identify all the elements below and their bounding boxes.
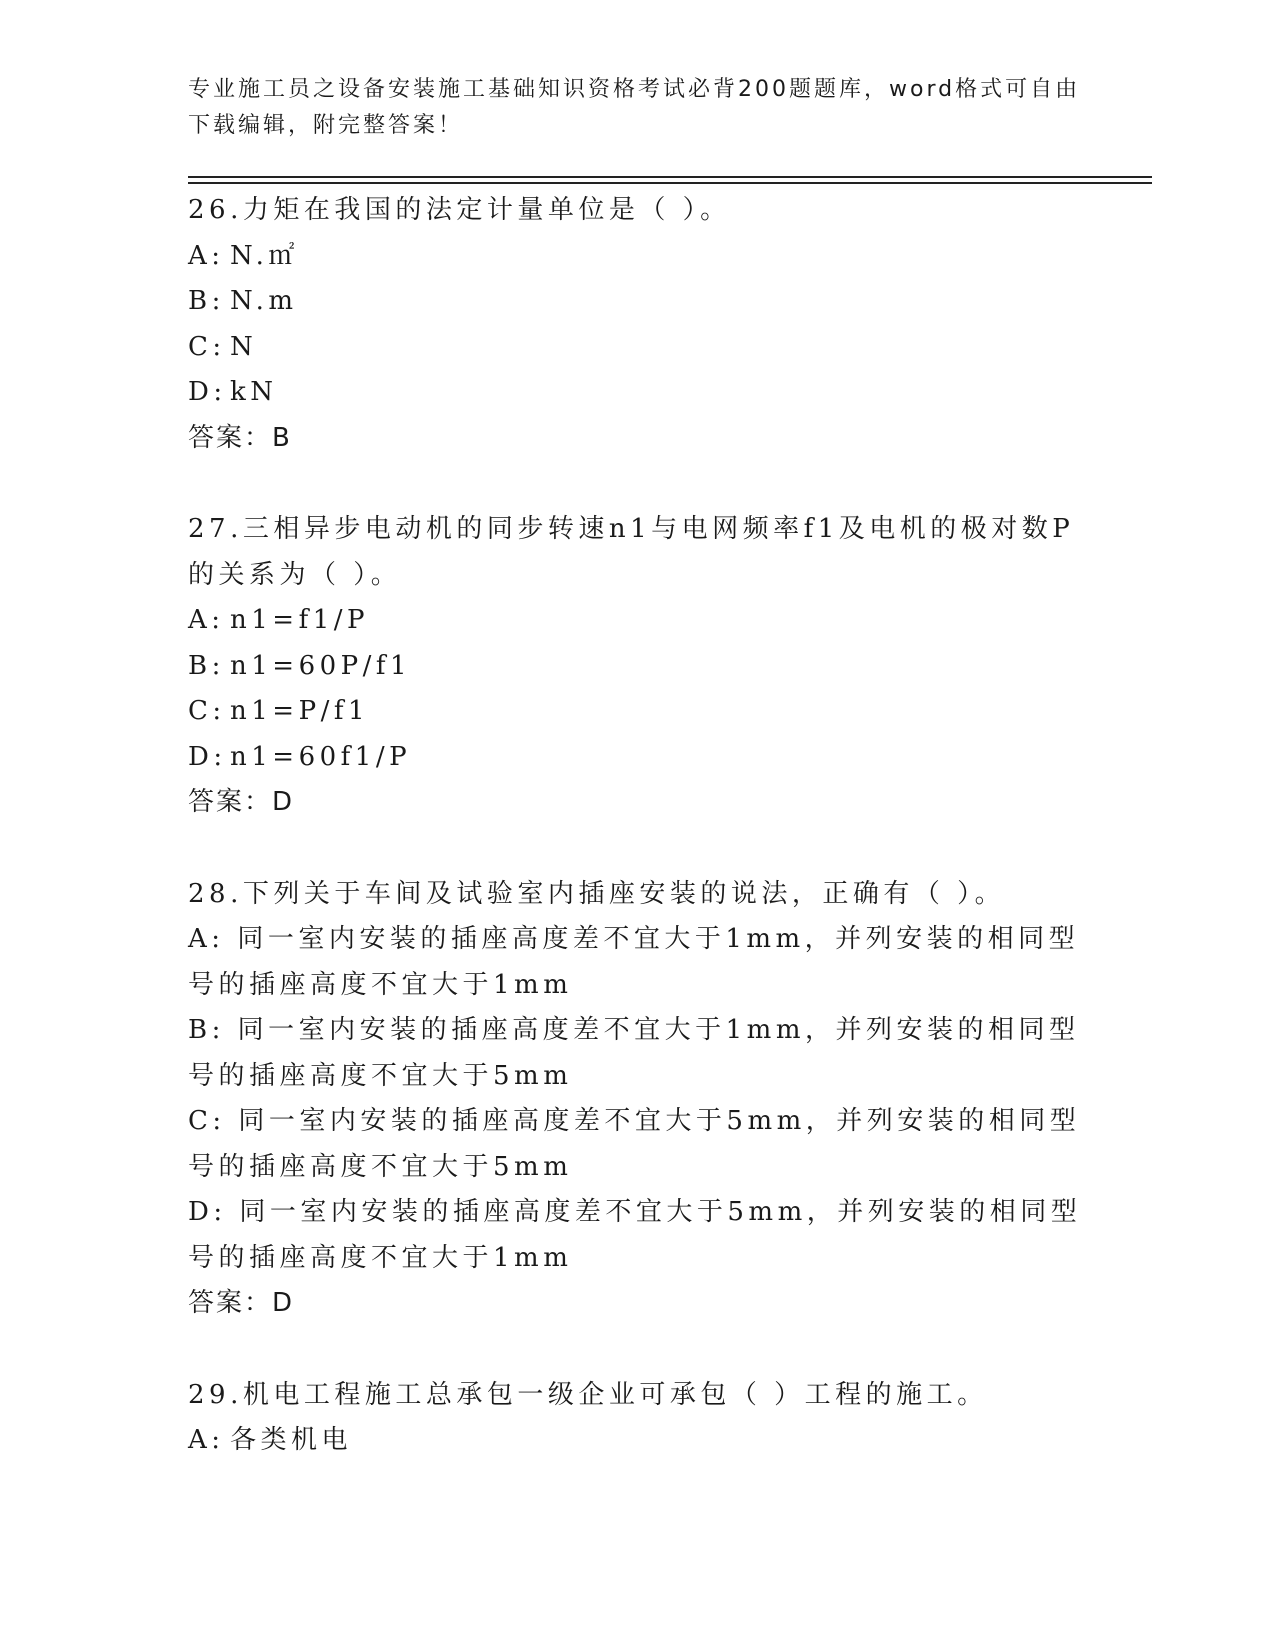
option-text: n1=60f1/P	[230, 741, 412, 772]
header-text: 专业施工员之设备安装施工基础知识资格考试必背200题题库，word格式可自由下载编辑，附完整答案！	[188, 77, 1081, 138]
option-label: D:	[188, 377, 227, 407]
option-text: n1=60P/f1	[230, 650, 412, 681]
option-a	[188, 1418, 1088, 1464]
question-26	[188, 188, 1088, 461]
option-label: C:	[188, 1106, 226, 1136]
option-c	[188, 689, 1088, 735]
option-label: D:	[188, 741, 227, 772]
option-label: C:	[188, 331, 226, 362]
option-text: 同一室内安装的插座高度差不宜大于1mm，并列安装的相同型号的插座高度不宜大于1mm	[188, 924, 1080, 1000]
header-divider-bottom	[188, 182, 1152, 184]
option-label: B:	[188, 650, 225, 681]
option-d	[188, 1190, 1088, 1281]
question-28	[188, 872, 1088, 1327]
question-stem: 29.机电工程施工总承包一级企业可承包（ ）工程的施工。	[188, 1379, 988, 1410]
option-text: 同一室内安装的插座高度差不宜大于1mm，并列安装的相同型号的插座高度不宜大于5mm	[188, 1015, 1080, 1091]
option-text: N	[230, 331, 258, 362]
option-label: B:	[188, 286, 225, 316]
option-label: A:	[188, 240, 225, 271]
option-a	[188, 598, 1088, 644]
question-stem: 27.三相异步电动机的同步转速n1与电网频率f1及电机的极对数P的关系为（ ）。	[188, 514, 1075, 590]
question-stem: 28.下列关于车间及试验室内插座安装的说法，正确有（ ）。	[188, 878, 1006, 909]
option-text: N.m	[230, 286, 298, 316]
option-a	[188, 917, 1088, 1008]
option-b	[188, 279, 1088, 325]
option-label: A:	[188, 924, 225, 954]
option-label: C:	[188, 696, 226, 726]
option-text: N.㎡	[230, 240, 299, 271]
option-text: n1=P/f1	[230, 696, 369, 726]
question-29	[188, 1373, 1088, 1464]
option-c	[188, 1099, 1088, 1190]
option-c	[188, 325, 1088, 371]
option-text: 同一室内安装的插座高度差不宜大于5mm，并列安装的相同型号的插座高度不宜大于1mm	[188, 1197, 1082, 1273]
option-d	[188, 370, 1088, 416]
option-label: A:	[188, 1425, 225, 1455]
option-label: D:	[188, 1197, 227, 1227]
answer-line: 答案：B	[188, 422, 292, 453]
option-b	[188, 1008, 1088, 1099]
option-d	[188, 735, 1088, 781]
answer-line: 答案：D	[188, 1288, 295, 1318]
option-text: kN	[230, 377, 278, 407]
option-b	[188, 644, 1088, 690]
header-divider-top	[188, 176, 1152, 178]
option-text: n1=f1/P	[230, 605, 369, 635]
option-text: 各类机电	[230, 1425, 353, 1455]
document-header	[188, 72, 1088, 144]
option-label: B:	[188, 1015, 225, 1045]
question-list	[188, 188, 1088, 1510]
option-text: 同一室内安装的插座高度差不宜大于5mm，并列安装的相同型号的插座高度不宜大于5mm	[188, 1106, 1081, 1182]
question-stem: 26.力矩在我国的法定计量单位是（ ）。	[188, 195, 731, 225]
option-label: A:	[188, 605, 225, 635]
option-a	[188, 234, 1088, 280]
question-27	[188, 507, 1088, 826]
answer-line: 答案：D	[188, 787, 295, 817]
